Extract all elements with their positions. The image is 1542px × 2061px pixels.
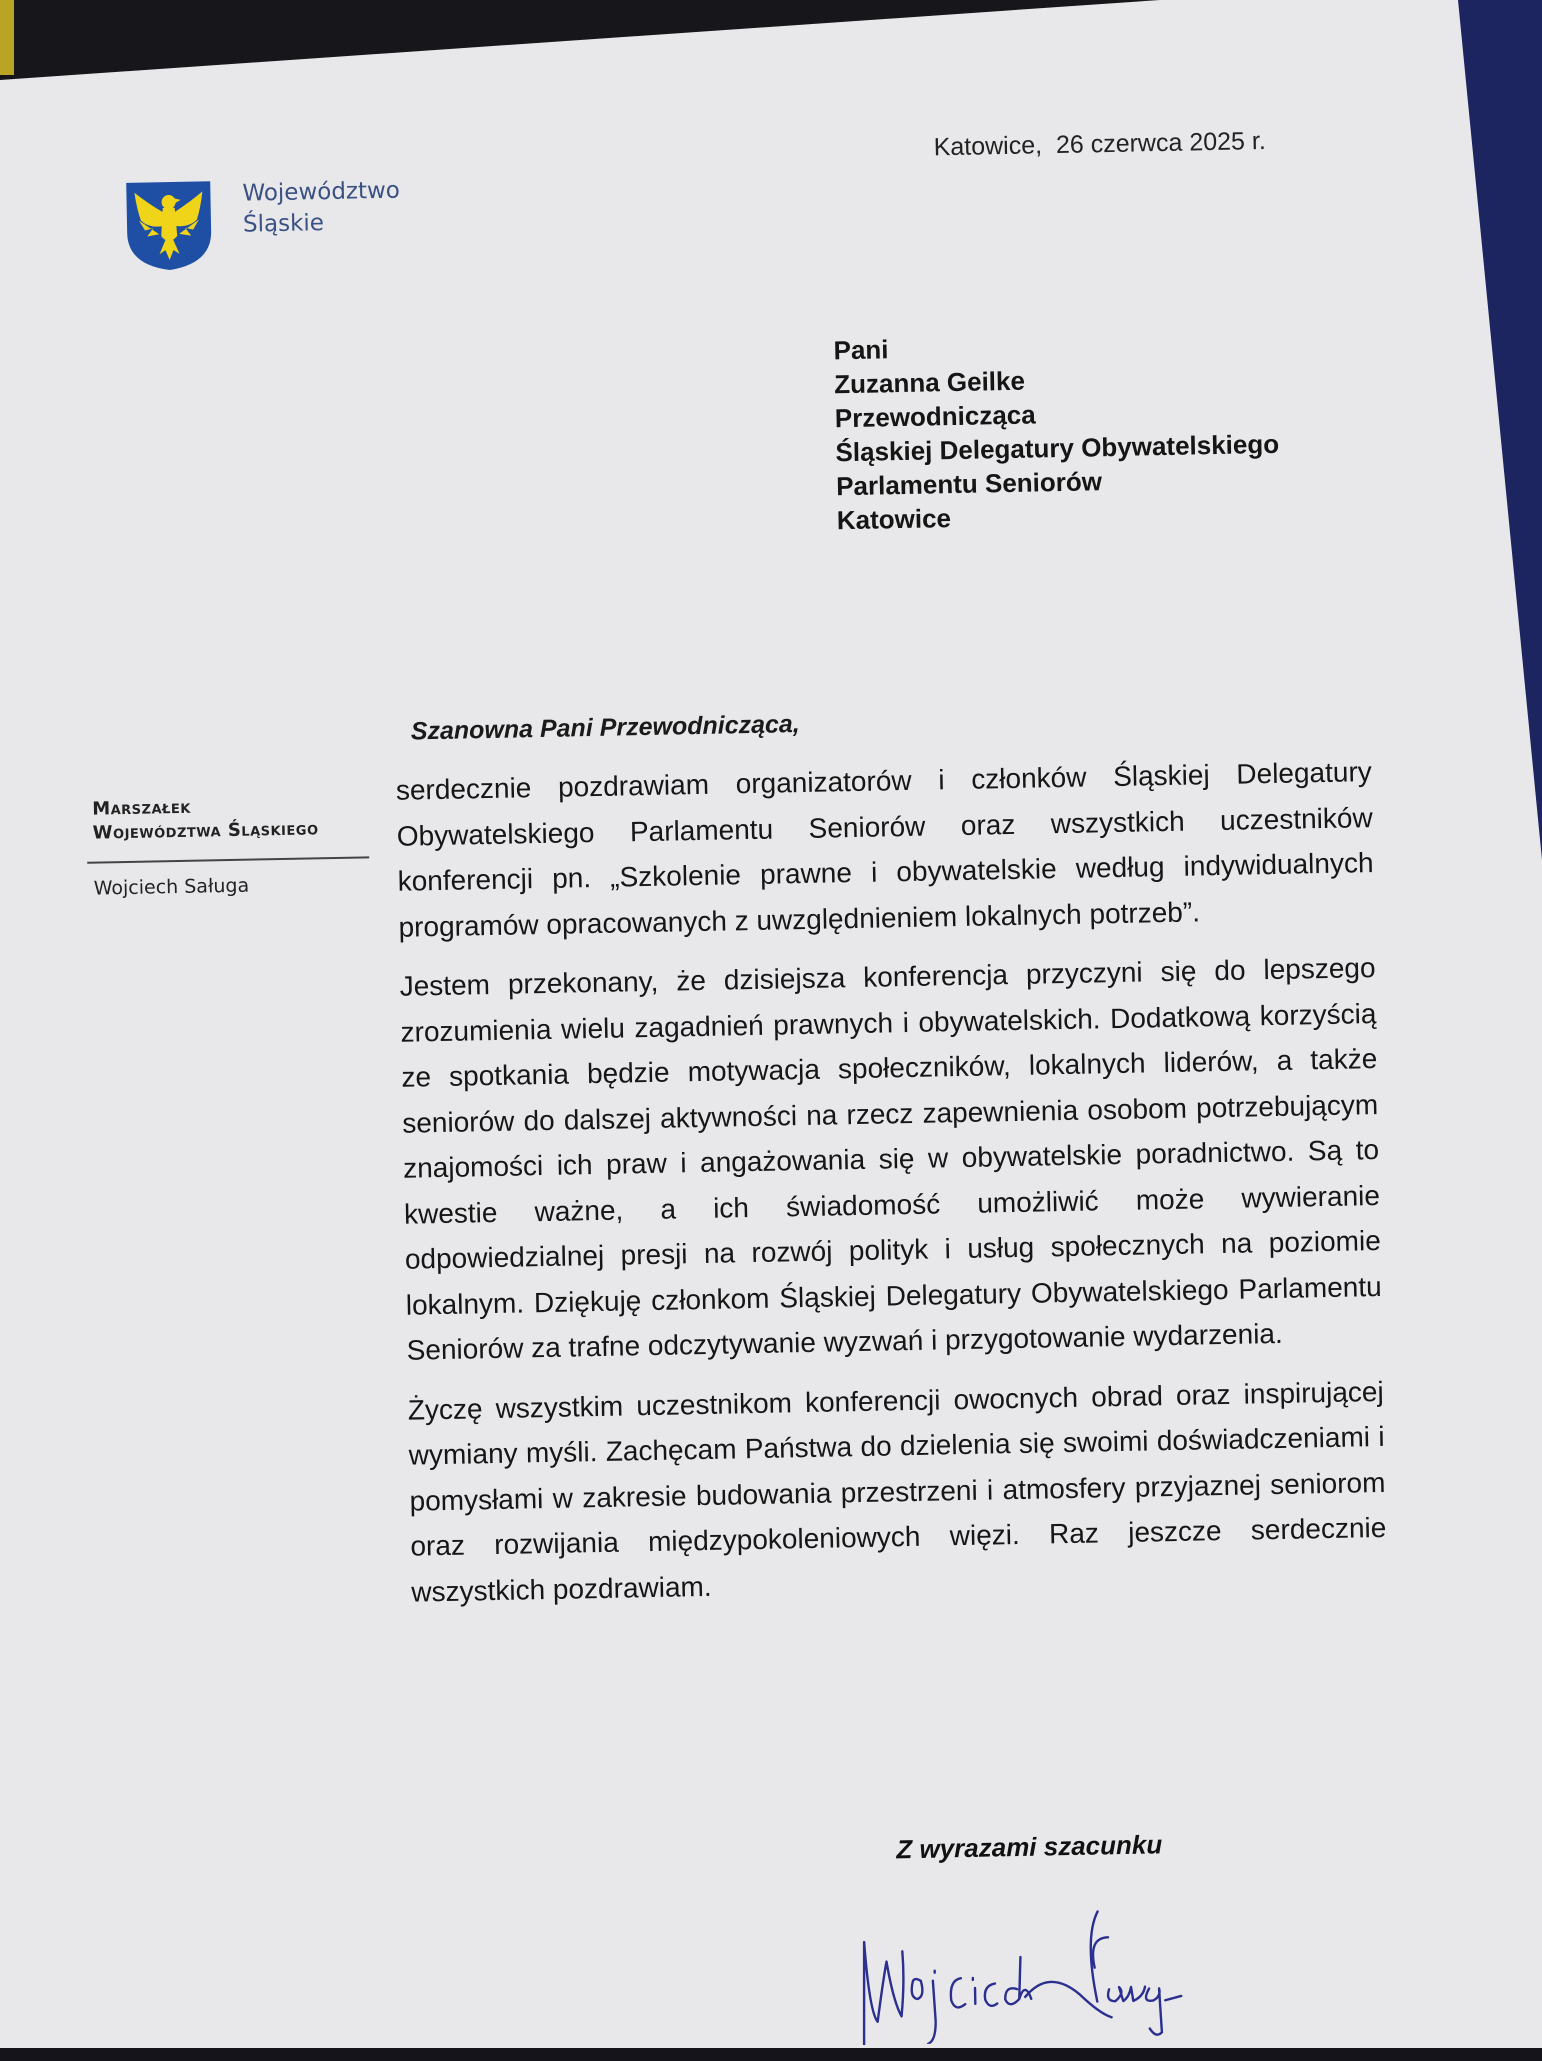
sender-divider	[87, 856, 369, 863]
recipient-line: Przewodnicząca	[834, 399, 1036, 434]
recipient-address	[833, 325, 1280, 537]
letter-body	[395, 749, 1387, 1629]
sender-title-line-1: Marszałek	[92, 796, 192, 820]
letterhead-logo	[124, 176, 401, 273]
recipient-line: Katowice	[836, 503, 952, 536]
recipient-line: Pani	[833, 334, 889, 366]
recipient-line: Parlamentu Seniorów	[835, 466, 1103, 502]
letter-greeting: Szanowna Pani Przewodnicząca,	[410, 710, 801, 746]
logo-line-2: Śląskie	[242, 210, 325, 238]
letter-date: Katowice, 26 czerwca 2025 r.	[933, 126, 1267, 162]
logo-line-1: Województwo	[242, 177, 401, 207]
letterhead-logo-text	[242, 176, 401, 241]
recipient-line: Śląskiej Delegatury Obywatelskiego	[835, 428, 1280, 468]
recipient-line: Zuzanna Geilke	[833, 365, 1026, 400]
silesian-eagle-crest-icon	[124, 179, 214, 273]
sender-title-line-2: Województwa Śląskiego	[92, 818, 319, 844]
handwritten-signature	[847, 1894, 1280, 2045]
sender-name: Wojciech Saługa	[93, 874, 250, 900]
body-paragraph: serdecznie pozdrawiam organizatorów i członków Śląskiej Delegatury Obywatelskiego Parlamentu Seniorów oraz wszystkich uczestników konferencji pn. „Szkolenie prawne i obywatelskie według indywidualnych programów opracowanych z uwzględnieniem lokalnych potrzeb”.	[395, 756, 1374, 943]
sender-block	[92, 792, 374, 899]
body-paragraph: Życzę wszystkim uczestnikom konferencji owocnych obrad oraz inspirującej wymiany myśli. Zachęcam Państwa do dzielenia się swoimi doświadczeniami i pomysłami w zakresie budowania przestrzeni i atmosfery przyjaznej seniorom oraz rozwijania międzypokoleniowych więzi. Raz jeszcze serdecznie wszystkich pozdrawiam.	[407, 1375, 1387, 1608]
letter-closing: Z wyrazami szacunku	[896, 1829, 1163, 1865]
body-paragraph: Jestem przekonany, że dzisiejsza konferencja przyczyni się do lepszego zrozumienia wielu zagadnień prawnych i obywatelskich. Dodatkową korzyścią ze spotkania będzie motywacja społeczników, lokalnych liderów, a także seniorów do dalszej aktywności na rzecz zapewnienia osobom potrzebującym znajomości ich praw i angażowania się w obywatelskie poradnictwo. Są to kwestie ważne, a ich świadomość umożliwić może wywieranie odpowiedzialnej presji na rozwój polityk i usług społecznych na poziomie lokalnym. Dziękuję członkom Śląskiej Delegatury Obywatelskiego Parlamentu Seniorów za trafne odczytywanie wyzwań i przygotowanie wydarzenia.	[399, 952, 1382, 1366]
